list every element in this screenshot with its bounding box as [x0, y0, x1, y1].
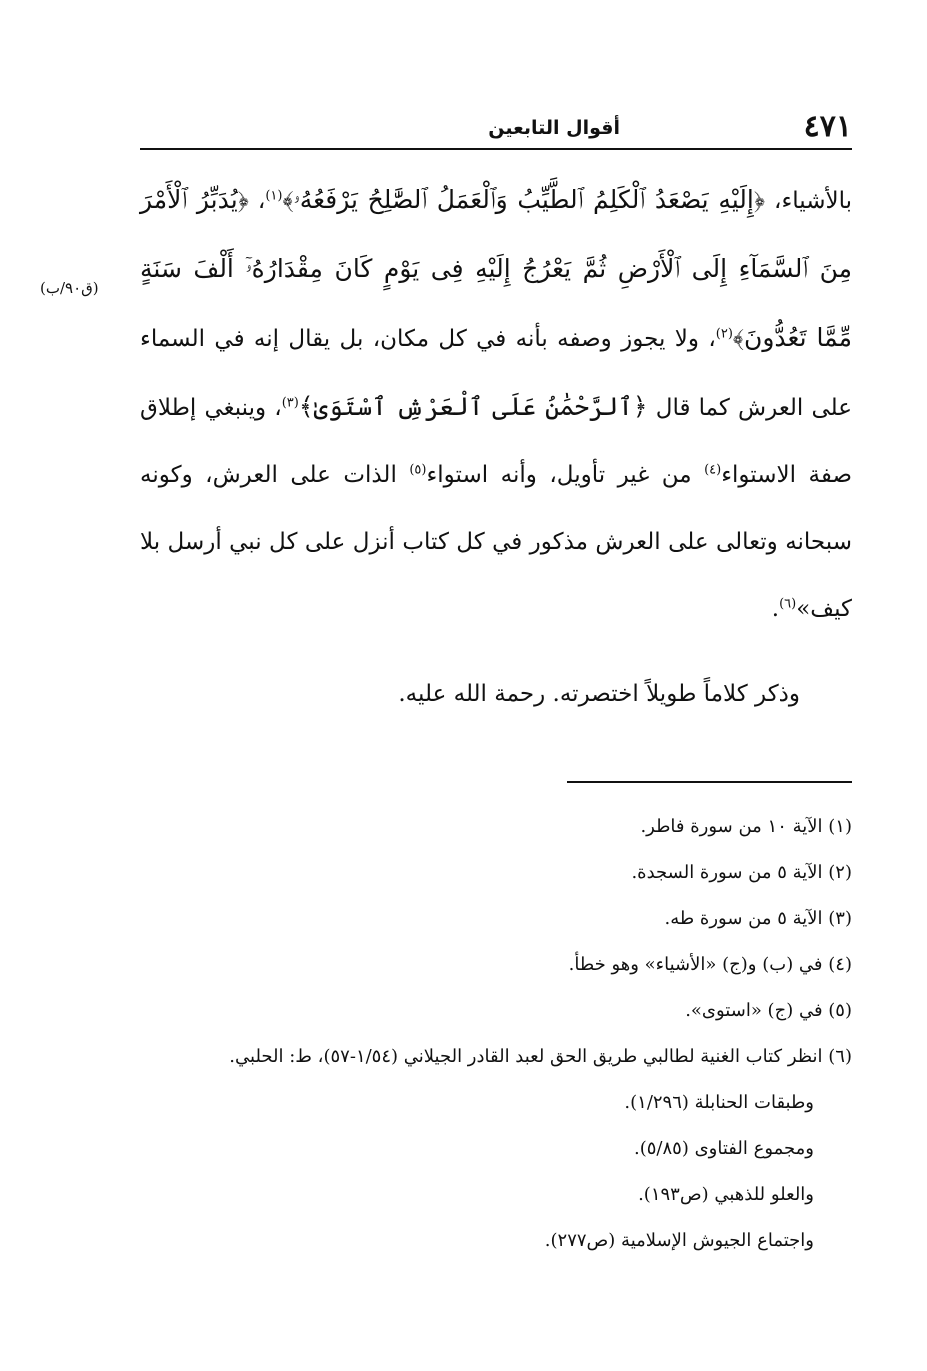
footnote-1: (١) الآية ١٠ من سورة فاطر. — [640, 816, 852, 837]
header-rule — [140, 148, 852, 150]
page-number: ٤٧١ — [803, 109, 852, 144]
footnote-ref-6: (٦) — [779, 596, 797, 612]
text-segment: بالأشياء، — [764, 188, 853, 214]
footnote-4: (٤) في (ب) و(ج) «الأشياء» وهو خطأ. — [568, 954, 852, 975]
footnote-ref-5: (٥) — [409, 462, 427, 478]
footnote-2: (٢) الآية ٥ من سورة السجدة. — [631, 862, 852, 883]
footnote-ref-3: (٣) — [281, 395, 299, 411]
footnotes — [140, 804, 852, 1264]
footnote-3: (٣) الآية ٥ من سورة طه. — [664, 908, 852, 929]
text-segment: ، — [248, 188, 266, 214]
footnote-6-continuation-3: والعلو للذهبي (ص١٩٣). — [638, 1184, 814, 1205]
margin-manuscript-note: (ق٩٠/ب) — [40, 279, 99, 297]
footnote-separator — [567, 781, 852, 783]
text-segment: الذات على العرش، وكونه سبحانه وتعالى على العرش مذكور في كل كتاب أنزل على كل نبي أرسل بلا كيف» — [140, 462, 852, 622]
closing-sentence: وذكر كلاماً طويلاً اختصرته. رحمة الله عليه. — [398, 681, 800, 707]
footnote-ref-1: (١) — [265, 188, 283, 204]
footnote-ref-4: (٤) — [704, 462, 722, 478]
footnote-6-continuation-1: وطبقات الحنابلة (١/٢٩٦). — [624, 1092, 814, 1113]
quran-verse-1: ﴿إِلَيْهِ يَصْعَدُ ٱلْكَلِمُ ٱلطَّيِّبُ وَٱلْعَمَلُ ٱلصَّٰلِحُ يَرْفَعُهُۥ﴾ — [282, 185, 765, 214]
footnote-5: (٥) في (ج) «استوى». — [685, 1000, 852, 1021]
footnote-6-continuation-2: ومجموع الفتاوى (٥/٨٥). — [634, 1138, 814, 1159]
footnote-6-continuation-4: واجتماع الجيوش الإسلامية (ص٢٧٧). — [544, 1230, 814, 1251]
quran-verse-3: ﴿ٱلرَّحْمَٰنُ عَلَى ٱلْعَرْشِ ٱسْتَوَىٰ﴾ — [298, 392, 648, 421]
text-segment: ، وينبغي إطلاق صفة الاستواء — [140, 395, 852, 488]
page-header — [140, 108, 852, 148]
text-segment: ، ولا يجوز وصفه بأنه في كل مكان، بل يقال إنه في السماء على العرش كما قال — [140, 326, 853, 421]
text-segment: من غير تأويل، وأنه استواء — [426, 462, 705, 488]
main-paragraph — [140, 166, 852, 643]
text-segment: . — [771, 596, 780, 622]
main-text — [140, 166, 852, 643]
footnote-6: (٦) انظر كتاب الغنية لطالبي طريق الحق لعبد القادر الجيلاني (١/٥٤-٥٧)، ط: الحلبي. — [229, 1046, 852, 1067]
running-title: أقوال التابعين — [488, 117, 620, 139]
quran-verse-2: ﴿يُدَبِّرُ ٱلْأَمْرَ مِنَ ٱلسَّمَآءِ إِلَى ٱلْأَرْضِ ثُمَّ يَعْرُجُ إِلَيْهِ فِى يَوْمٍ كَانَ مِقْدَارُهُۥٓ أَلْفَ سَنَةٍ مِّمَّا تَعُدُّونَ﴾ — [140, 185, 852, 352]
footnote-ref-2: (٢) — [715, 326, 733, 342]
